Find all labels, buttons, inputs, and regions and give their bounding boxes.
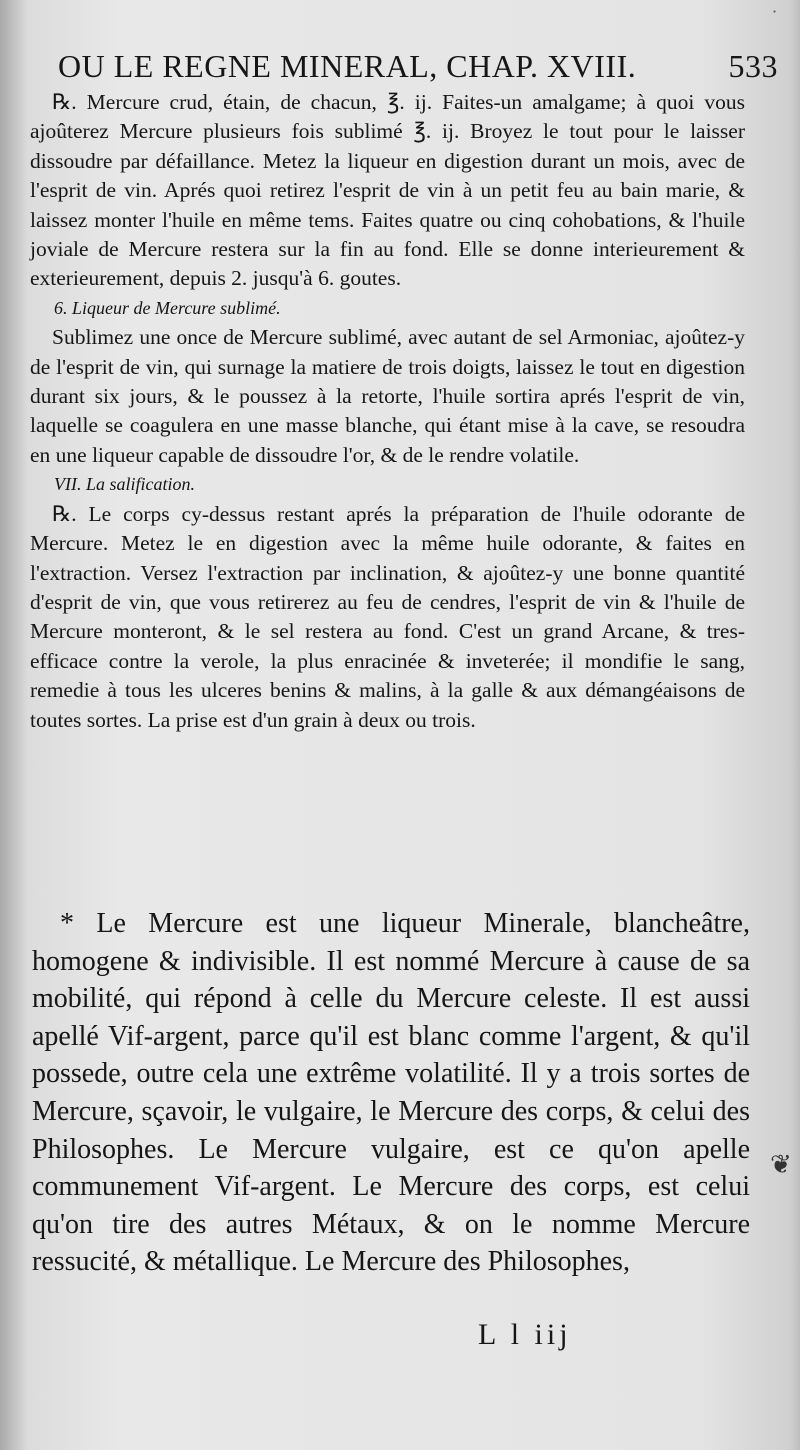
section-heading: VII. La salification. [54, 474, 195, 495]
footnote-paragraph: * Le Mercure est une liqueur Minerale, blancheâtre, homogene & indivisible. Il est nommé Mercure à cause de sa mobilité, qui répond à celle du Mercure celeste. Il est aussi apellé Vif-argent, parce qu'il est blanc comme l'argent, & qu'il possede, outre cela une extrême volatilité. Il y a trois sortes de Mercure, sçavoir, le vulgaire, le Mercure des corps, & celui des Philosophes. Le Mercure vulgaire, est ce qu'on apelle communement Vif-argent. Le Mercure des corps, est celui qu'on tire des autres Métaux, & on le nomme Mercure ressucité, & métallique. Le Mercure des Philosophes, [32, 908, 750, 1278]
margin-ornament: ❦ [770, 1150, 792, 1180]
recipe-paragraph: ℞. Mercure crud, étain, de chacun, ℥. ij. Faites-un amalgame; à quoi vous ajoûterez Mercure plusieurs fois sublimé ℥. ij. Broyez le tout pour le laisser dissoudre par défaillance. Metez la liqueur en digestion durant un mois, avec de l'esprit de vin. Aprés quoi retirez l'esprit de vin à un petit feu au bain marie, & laissez monter l'huile en même tems. Faites quatre ou cinq cohobations, & l'huile joviale de Mercure restera sur la fin au fond. Elle se donne interieurement & exterieurement, depuis 2. jusqu'à 6. goutes. [30, 90, 745, 291]
running-head: OU LE REGNE MINERAL, CHAP. XVIII. [58, 48, 637, 84]
section-heading: 6. Liqueur de Mercure sublimé. [54, 297, 281, 318]
footnote-block [32, 905, 750, 1281]
recipe-text-block [30, 88, 745, 735]
page-number: 533 [728, 48, 778, 84]
corner-mark: · [772, 2, 778, 21]
recipe-paragraph: Sublimez une once de Mercure sublimé, avec autant de sel Armoniac, ajoûtez-y de l'esprit de vin, qui surnage la matiere de trois doigts, laissez le tout en digestion durant six jours, & le poussez à la retorte, l'huile sortira aprés l'esprit de vin, laquelle se coagulera en une masse blanche, qui étant mise à la cave, se resoudra en une liqueur capable de dissoudre l'or, & de le rendre volatile. [30, 325, 745, 467]
recipe-paragraph: ℞. Le corps cy-dessus restant aprés la préparation de l'huile odorante de Mercure. Metez le en digestion avec la même huile odorante, & faites en l'extraction. Versez l'extraction par inclination, & ajoûtez-y une bonne quantité d'esprit de vin, que vous retirerez au feu de cendres, l'esprit de vin & l'huile de Mercure monteront, & le sel restera au fond. C'est un grand Arcane, & tres-efficace contre la verole, la plus enracinée & inveterée; il mondifie le sang, remedie à tous les ulceres benins & malins, à la galle & aux démangéaisons de toutes sortes. La prise est d'un grain à deux ou trois. [30, 501, 745, 732]
signature-mark: L l iij [478, 1318, 572, 1351]
page-header [58, 40, 778, 92]
